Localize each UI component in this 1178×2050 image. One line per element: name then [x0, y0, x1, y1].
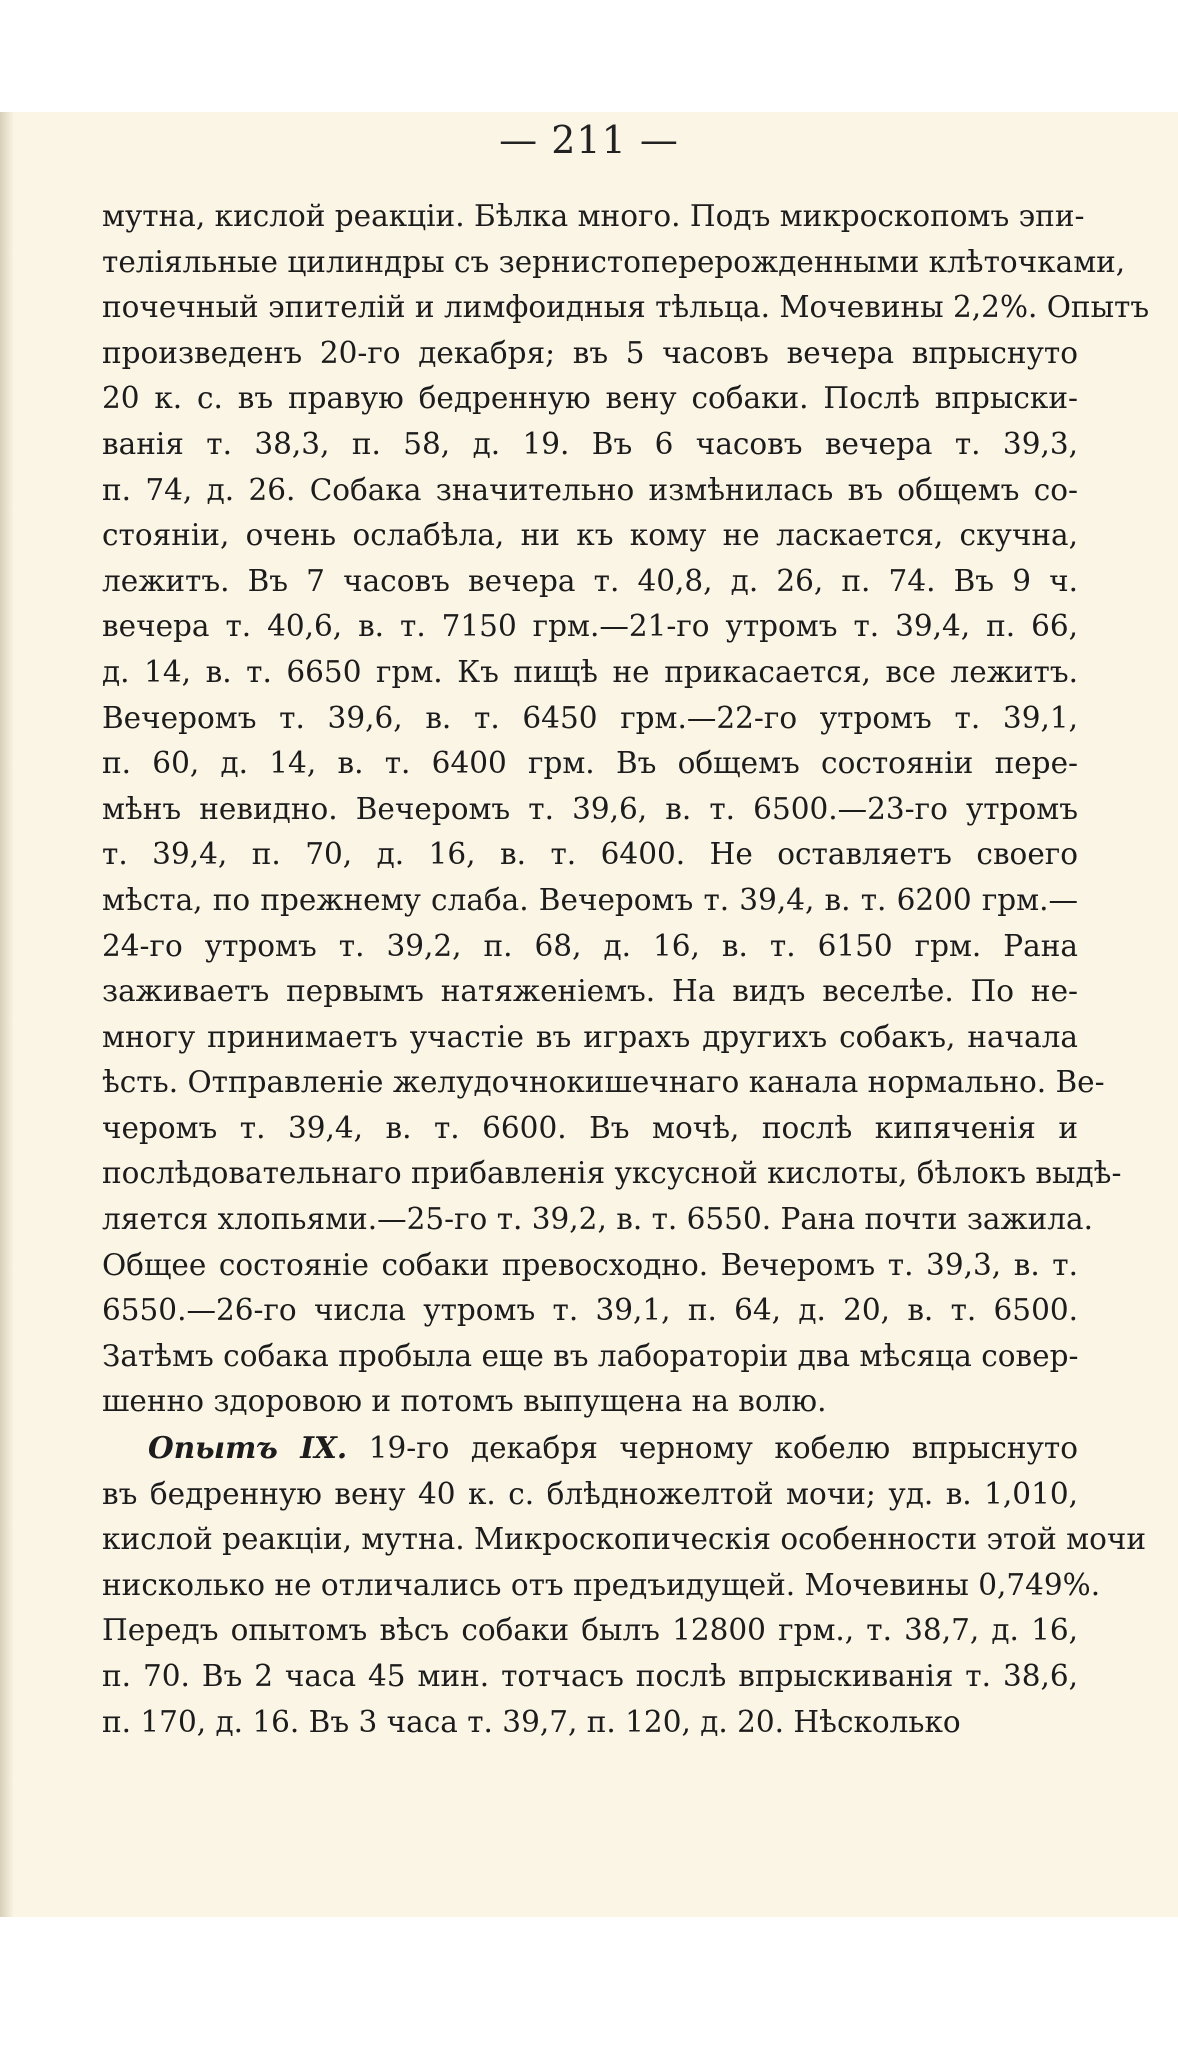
text-line: п. 60, д. 14, в. т. 6400 грм. Въ общемъ состояніи пере-	[102, 746, 1078, 781]
text-line: 20 к. с. въ правую бедренную вену собаки. Послѣ впрыски-	[102, 381, 1078, 416]
text-line: почечный эпителій и лимфоидныя тѣльца. Мочевины 2,2%. Опытъ	[102, 290, 1150, 325]
text-line: кислой реакціи, мутна. Микроскопическія особенности этой мочи	[102, 1522, 1147, 1557]
binding-shadow	[0, 112, 14, 1917]
text-line: вечера т. 40,6, в. т. 7150 грм.—21-го утромъ т. 39,4, п. 66,	[102, 609, 1078, 644]
text-line: Затѣмъ собака пробыла еще въ лабораторіи два мѣсяца совер-	[102, 1338, 1079, 1373]
experiment-paragraph-start	[102, 1425, 1078, 1472]
text-line: многу принимаетъ участіе въ играхъ другихъ собакъ, начала	[102, 1019, 1078, 1054]
text-line: п. 74, д. 26. Собака значительно измѣнилась въ общемъ со-	[102, 472, 1078, 507]
text-line: Передъ опытомъ вѣсъ собаки былъ 12800 грм., т. 38,7, д. 16,	[102, 1613, 1078, 1648]
text-line: черомъ т. 39,4, в. т. 6600. Въ мочѣ, послѣ кипяченія и	[102, 1110, 1078, 1145]
text-line: ѣсть. Отправленіе желудочнокишечнаго канала нормально. Ве-	[102, 1065, 1105, 1100]
text-line: теліяльные цилиндры съ зернистоперерожденными клѣточками,	[102, 244, 1126, 279]
text-line: ванія т. 38,3, п. 58, д. 19. Въ 6 часовъ вечера т. 39,3,	[102, 426, 1078, 461]
text-line: лежитъ. Въ 7 часовъ вечера т. 40,8, д. 26, п. 74. Въ 9 ч.	[102, 563, 1078, 598]
text-line: 6550.—26-го числа утромъ т. 39,1, п. 64, д. 20, в. т. 6500.	[102, 1293, 1078, 1328]
text-line: мѣнъ невидно. Вечеромъ т. 39,6, в. т. 6500.—23-го утромъ	[102, 791, 1078, 826]
text-line: въ бедренную вену 40 к. с. блѣдножелтой мочи; уд. в. 1,010,	[102, 1476, 1078, 1511]
text-line-fragment: 19-го декабря черному кобелю впрыснуто	[347, 1431, 1078, 1466]
text-line: Общее состояніе собаки превосходно. Вечеромъ т. 39,3, в. т.	[102, 1247, 1078, 1282]
page-number: — 211 —	[499, 118, 679, 162]
text-line: мутна, кислой реакціи. Бѣлка много. Подъ микроскопомъ эпи-	[102, 199, 1085, 233]
text-line: д. 14, в. т. 6650 грм. Къ пищѣ не прикасается, все лежитъ.	[102, 654, 1078, 689]
text-line: произведенъ 20-го декабря; въ 5 часовъ вечера впрыснуто	[102, 335, 1078, 370]
text-line: Вечеромъ т. 39,6, в. т. 6450 грм.—22-го утромъ т. 39,1,	[102, 700, 1078, 735]
text-line: нисколько не отличались отъ предъидущей. Мочевины 0,749%.	[102, 1567, 1101, 1602]
text-line: ляется хлопьями.—25-го т. 39,2, в. т. 6550. Рана почти зажила.	[102, 1202, 1094, 1237]
text-line: т. 39,4, п. 70, д. 16, в. т. 6400. Не оставляетъ своего	[102, 837, 1078, 872]
text-line: 24-го утромъ т. 39,2, п. 68, д. 16, в. т. 6150 грм. Рана	[102, 928, 1078, 963]
text-line: заживаетъ первымъ натяженіемъ. На видъ веселѣе. По не-	[102, 974, 1078, 1009]
experiment-heading: Опытъ IX.	[148, 1430, 348, 1466]
text-line: п. 170, д. 16. Въ 3 часа т. 39,7, п. 120, д. 20. Нѣсколько	[102, 1704, 961, 1739]
text-line: шенно здоровою и потомъ выпущена на волю.	[102, 1384, 827, 1419]
text-line: п. 70. Въ 2 часа 45 мин. тотчасъ послѣ впрыскиванія т. 38,6,	[102, 1659, 1078, 1693]
text-line: стояніи, очень ослабѣла, ни къ кому не ласкается, скучна,	[102, 518, 1078, 553]
text-line: послѣдовательнаго прибавленія уксусной кислоты, бѣлокъ выдѣ-	[102, 1156, 1122, 1191]
body-text	[102, 194, 1150, 1745]
text-line: мѣста, по прежнему слаба. Вечеромъ т. 39,4, в. т. 6200 грм.—	[102, 882, 1078, 917]
